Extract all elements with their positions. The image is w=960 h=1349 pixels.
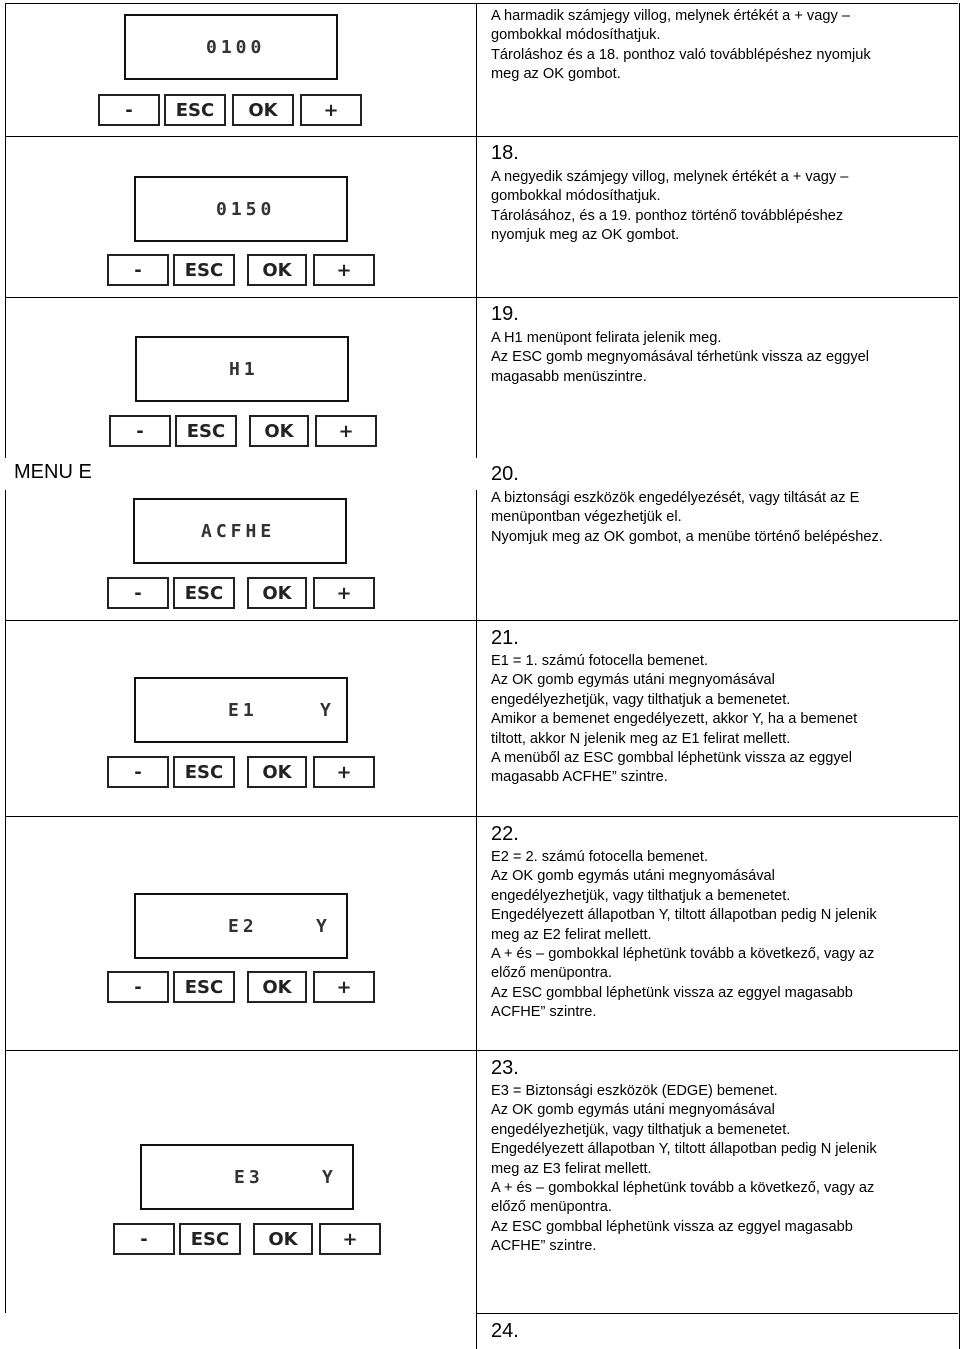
desc-line: menüpontban végezhetjük el. [491, 509, 682, 526]
ok-key[interactable]: OK [247, 971, 307, 1003]
desc-line: meg az E3 felirat mellett. [491, 1160, 652, 1177]
lcd-display [133, 498, 347, 564]
row-description [491, 848, 941, 1023]
desc-line: Nyomjuk meg az OK gombot, a menübe történő belépéshez. [491, 528, 883, 545]
table-row-border [5, 620, 958, 621]
desc-line: A harmadik számjegy villog, melynek értékét a + vagy – [491, 8, 850, 24]
desc-line: A + és – gombokkal léphetünk tovább a következő, vagy az [491, 946, 875, 963]
lcd-text: E2 [228, 916, 258, 937]
desc-line: A biztonsági eszközök engedélyezését, vagy tiltását az E [491, 490, 860, 506]
desc-line: Engedélyezett állapotban Y, tiltott állapotban pedig N jelenik [491, 1141, 877, 1158]
plus-key[interactable]: + [313, 577, 375, 609]
lcd-display [135, 336, 349, 402]
desc-line: engedélyezhetjük, vagy tilthatjuk a bemenetet. [491, 887, 791, 904]
desc-line: nyomjuk meg az OK gombot. [491, 227, 680, 244]
desc-line: gombokkal módosíthatjuk. [491, 27, 661, 44]
table-left-border [5, 3, 6, 458]
minus-key[interactable]: - [113, 1223, 175, 1255]
desc-line: Engedélyezett állapotban Y, tiltott állapotban pedig N jelenik [491, 907, 877, 924]
minus-key[interactable]: - [98, 94, 160, 126]
ok-key[interactable]: OK [247, 577, 307, 609]
row-description [491, 652, 941, 788]
desc-line: Tároláshoz és a 18. ponthoz való továbblépéshez nyomjuk [491, 46, 871, 63]
row-description [491, 329, 941, 387]
desc-line: A menüből az ESC gombbal léphetünk vissza az eggyel [491, 750, 853, 767]
desc-line: tiltott, akkor N jelenik meg az E1 felirat mellett. [491, 730, 791, 747]
desc-line: E3 = Biztonsági eszközök (EDGE) bemenet. [491, 1083, 778, 1099]
table-row-border [476, 1313, 958, 1314]
minus-key[interactable]: - [107, 254, 169, 286]
desc-line: Amikor a bemenet engedélyezett, akkor Y, ha a bemenet [491, 711, 858, 728]
lcd-display [134, 677, 348, 743]
desc-line: előző menüpontra. [491, 965, 612, 982]
lcd-display [134, 176, 348, 242]
step-number: 23. [491, 1057, 519, 1079]
step-number: 20. [491, 463, 519, 485]
desc-line: E2 = 2. számú fotocella bemenet. [491, 849, 709, 865]
row-description [491, 7, 941, 85]
ok-key[interactable]: OK [247, 254, 307, 286]
ok-key[interactable]: OK [253, 1223, 313, 1255]
table-row-border [5, 1050, 958, 1051]
lcd-text: 0100 [206, 37, 266, 58]
ok-key[interactable]: OK [232, 94, 294, 126]
step-number: 24. [491, 1320, 519, 1342]
row-description [491, 168, 941, 246]
desc-line: engedélyezhetjük, vagy tilthatjuk a bemenetet. [491, 1121, 791, 1138]
lcd-text: H1 [229, 359, 259, 380]
ok-key[interactable]: OK [249, 415, 309, 447]
desc-line: Az ESC gombbal léphetünk vissza az eggyel magasabb [491, 1218, 853, 1235]
step-number: 18. [491, 142, 519, 164]
plus-key[interactable]: + [313, 971, 375, 1003]
lcd-status: Y [316, 916, 331, 937]
menu-e-label: MENU E [14, 461, 92, 483]
table-row-border [5, 136, 958, 137]
lcd-text: E3 [234, 1167, 264, 1188]
lcd-text: 0150 [216, 199, 276, 220]
desc-line: magasabb menüszintre. [491, 368, 647, 385]
desc-line: gombokkal módosíthatjuk. [491, 188, 661, 205]
ok-key[interactable]: OK [247, 756, 307, 788]
desc-line: engedélyezhetjük, vagy tilthatjuk a bemenetet. [491, 691, 791, 708]
lcd-text: E1 [228, 700, 258, 721]
plus-key[interactable]: + [319, 1223, 381, 1255]
step-number: 21. [491, 627, 519, 649]
row-description [491, 489, 941, 547]
lcd-display [140, 1144, 354, 1210]
table-column-divider [476, 3, 477, 458]
desc-line: Az OK gomb egymás utáni megnyomásával [491, 868, 775, 885]
plus-key[interactable]: + [313, 756, 375, 788]
desc-line: Az ESC gomb megnyomásával térhetünk vissza az eggyel [491, 349, 869, 366]
table-row-border [5, 816, 958, 817]
table-row-border [5, 297, 958, 298]
desc-line: ACFHE” szintre. [491, 1004, 597, 1021]
esc-key[interactable]: ESC [173, 577, 235, 609]
table-left-border [5, 490, 6, 1313]
desc-line: E1 = 1. számú fotocella bemenet. [491, 653, 709, 669]
minus-key[interactable]: - [107, 756, 169, 788]
step-number: 19. [491, 303, 519, 325]
row-description [491, 1082, 941, 1257]
lcd-status: Y [322, 1167, 337, 1188]
esc-key[interactable]: ESC [179, 1223, 241, 1255]
plus-key[interactable]: + [300, 94, 362, 126]
desc-line: Az ESC gombbal léphetünk vissza az eggyel magasabb [491, 984, 853, 1001]
desc-line: meg az E2 felirat mellett. [491, 926, 652, 943]
table-column-divider [476, 490, 477, 1349]
lcd-display [134, 893, 348, 959]
plus-key[interactable]: + [313, 254, 375, 286]
desc-line: A negyedik számjegy villog, melynek értékét a + vagy – [491, 169, 849, 185]
esc-key[interactable]: ESC [175, 415, 237, 447]
esc-key[interactable]: ESC [173, 254, 235, 286]
desc-line: magasabb ACFHE” szintre. [491, 769, 668, 786]
step-number: 22. [491, 823, 519, 845]
lcd-status: Y [320, 700, 335, 721]
desc-line: A H1 menüpont felirata jelenik meg. [491, 330, 722, 346]
table-top-border [5, 3, 958, 4]
esc-key[interactable]: ESC [173, 971, 235, 1003]
desc-line: ACFHE” szintre. [491, 1238, 597, 1255]
esc-key[interactable]: ESC [173, 756, 235, 788]
desc-line: előző menüpontra. [491, 1199, 612, 1216]
desc-line: A + és – gombokkal léphetünk tovább a következő, vagy az [491, 1180, 875, 1197]
lcd-text: ACFHE [201, 521, 276, 542]
minus-key[interactable]: - [107, 577, 169, 609]
esc-key[interactable]: ESC [164, 94, 226, 126]
lcd-display [124, 14, 338, 80]
desc-line: Az OK gomb egymás utáni megnyomásával [491, 1102, 775, 1119]
desc-line: Az OK gomb egymás utáni megnyomásával [491, 672, 775, 689]
plus-key[interactable]: + [315, 415, 377, 447]
desc-line: meg az OK gombot. [491, 66, 621, 83]
desc-line: Tárolásához, és a 19. ponthoz történő továbblépéshez [491, 207, 844, 224]
minus-key[interactable]: - [107, 971, 169, 1003]
minus-key[interactable]: - [109, 415, 171, 447]
